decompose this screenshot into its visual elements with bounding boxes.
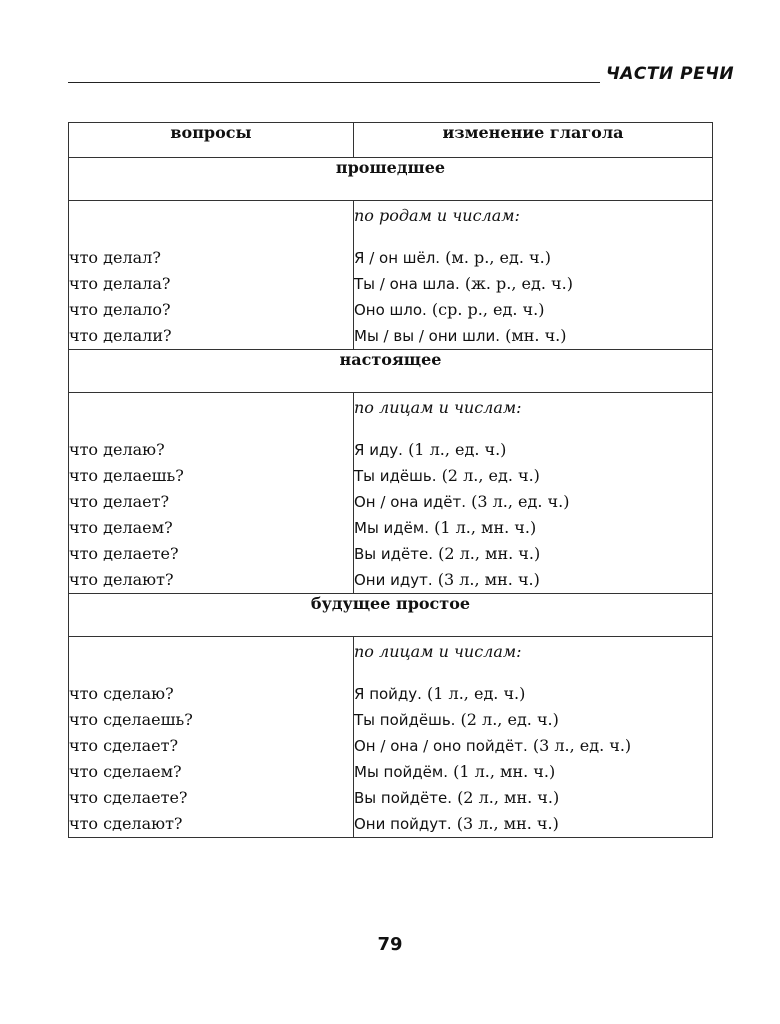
column-header-questions: вопросы [69,123,354,158]
question-item: что делал? [69,248,161,267]
question-item: что делала? [69,274,171,293]
question-item: что сделаю? [69,684,174,703]
section-row-present [69,350,713,393]
forms-cell-past [354,201,713,350]
questions-cell-present [69,393,354,594]
questions-cell-future [69,637,354,838]
page-number: 79 [377,934,403,955]
form-item: Он / она / оно пойдёт. (3 л., ед. ч.) [354,736,632,755]
question-item: что делает? [69,492,170,511]
form-item: Оно шло. (ср. р., ед. ч.) [354,300,545,319]
question-item: что сделаем? [69,762,182,781]
table-row-present [69,393,713,594]
table-row-future [69,637,713,838]
form-item: Ты / она шла. (ж. р., ед. ч.) [354,274,573,293]
running-header: ЧАСТИ РЕЧИ [606,64,735,84]
question-item: что делали? [69,326,172,345]
form-item: Они пойдут. (3 л., мн. ч.) [354,814,559,833]
forms-cell-present [354,393,713,594]
question-item: что сделает? [69,736,179,755]
question-item: что делаем? [69,518,173,537]
form-item: Вы пойдёте. (2 л., мн. ч.) [354,788,560,807]
section-title-future: будущее простое [69,594,713,637]
question-item: что делаю? [69,440,165,459]
questions-cell-past [69,201,354,350]
section-title-present: настоящее [69,350,713,393]
question-item: что делало? [69,300,171,319]
verb-tense-table [68,122,713,838]
question-item: что делают? [69,570,174,589]
form-item: Он / она идёт. (3 л., ед. ч.) [354,492,570,511]
form-item: Я / он шёл. (м. р., ед. ч.) [354,248,551,267]
question-item: что сделаешь? [69,710,193,729]
form-item: Вы идёте. (2 л., мн. ч.) [354,544,541,563]
question-item: что сделают? [69,814,183,833]
change-note: по лицам и числам: [354,642,522,661]
form-item: Я иду. (1 л., ед. ч.) [354,440,507,459]
form-item: Ты пойдёшь. (2 л., ед. ч.) [354,710,559,729]
form-item: Мы идём. (1 л., мн. ч.) [354,518,537,537]
section-title-past: прошедшее [69,158,713,201]
table-row-past [69,201,713,350]
question-item: что сделаете? [69,788,188,807]
change-note: по родам и числам: [354,206,520,225]
section-row-future [69,594,713,637]
form-item: Мы / вы / они шли. (мн. ч.) [354,326,567,345]
question-item: что делаете? [69,544,179,563]
change-note: по лицам и числам: [354,398,522,417]
column-header-verb-change: изменение глагола [354,123,713,158]
question-item: что делаешь? [69,466,184,485]
forms-cell-future [354,637,713,838]
form-item: Мы пойдём. (1 л., мн. ч.) [354,762,556,781]
header-rule [68,82,600,83]
form-item: Они идут. (3 л., мн. ч.) [354,570,540,589]
form-item: Я пойду. (1 л., ед. ч.) [354,684,526,703]
section-row-past [69,158,713,201]
table-header-row [69,123,713,158]
form-item: Ты идёшь. (2 л., ед. ч.) [354,466,540,485]
